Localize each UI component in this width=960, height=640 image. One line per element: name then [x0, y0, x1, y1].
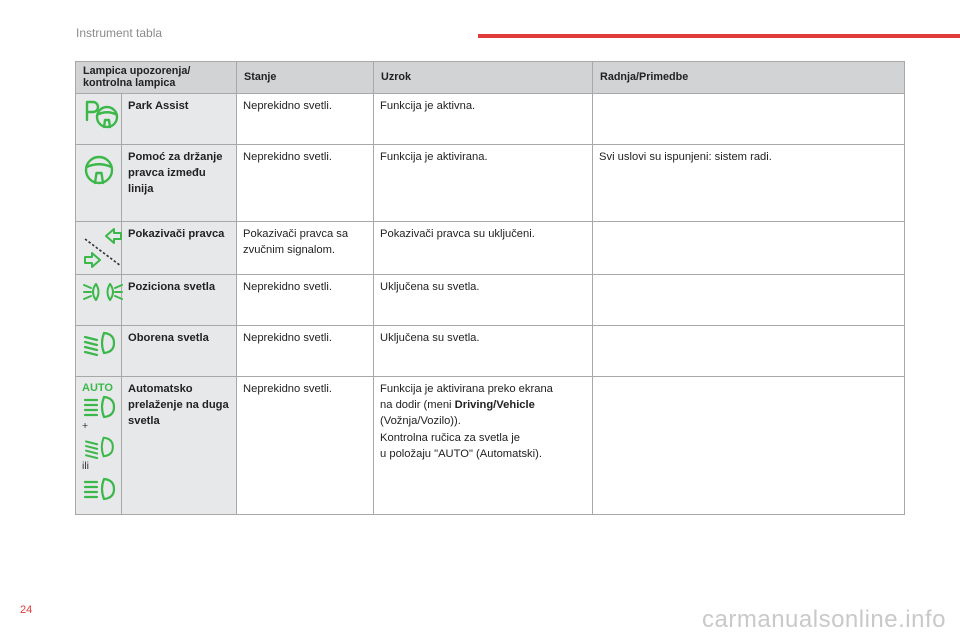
cause-line: u položaju "AUTO" (Automatski). — [380, 447, 542, 460]
table-header-row — [76, 62, 905, 94]
high-beam-icon — [82, 395, 116, 419]
column-header-cause: Uzrok — [374, 62, 593, 94]
lane-keeping-icon — [82, 153, 116, 187]
lamp-cause: Funkcija je aktivna. — [374, 93, 593, 144]
lamp-action — [593, 325, 905, 376]
lamp-icon-cell — [76, 376, 122, 514]
lamp-cause: Uključena su svetla. — [374, 274, 593, 325]
table-row — [76, 221, 905, 274]
lamp-name: Oborena svetla — [122, 325, 237, 376]
cause-line: na dodir (meni — [380, 399, 455, 412]
lamp-state: Neprekidno svetli. — [237, 325, 374, 376]
cause-line: Kontrolna ručica za svetla je — [380, 431, 520, 444]
section-title: Instrument tabla — [76, 26, 163, 40]
lamp-icon-cell — [76, 274, 122, 325]
lamp-action — [593, 376, 905, 514]
auto-lights-icon — [82, 382, 115, 501]
lamp-state: Neprekidno svetli. — [237, 274, 374, 325]
lamp-state: Neprekidno svetli. — [237, 376, 374, 514]
lamp-icon-cell — [76, 93, 122, 144]
column-header-action: Radnja/Primedbe — [593, 62, 905, 94]
lamp-action: Svi uslovi su ispunjeni: sistem radi. — [593, 144, 905, 221]
column-header-state: Stanje — [237, 62, 374, 94]
lamp-cause — [374, 376, 593, 514]
high-beam-icon — [82, 477, 116, 501]
table-row — [76, 144, 905, 221]
dipped-beam-icon — [82, 435, 116, 459]
lamp-icon-cell — [76, 144, 122, 221]
lamp-action — [593, 93, 905, 144]
lamp-action — [593, 274, 905, 325]
cause-line: Funkcija je aktivirana preko ekrana — [380, 382, 553, 395]
table-row — [76, 93, 905, 144]
lamp-state: Neprekidno svetli. — [237, 93, 374, 144]
auto-label: AUTO — [82, 381, 113, 394]
page-number: 24 — [20, 604, 33, 616]
lamp-icon-cell — [76, 325, 122, 376]
or-label: ili — [82, 459, 89, 472]
lamp-icon-cell — [76, 221, 122, 274]
table-row — [76, 274, 905, 325]
table-row — [76, 325, 905, 376]
section-accent-bar — [478, 34, 960, 38]
lamp-cause: Uključena su svetla. — [374, 325, 593, 376]
cause-line: (Vožnja/Vozilo)). — [380, 415, 461, 428]
side-lights-icon — [82, 279, 124, 305]
menu-name: Driving/Vehicle — [454, 399, 535, 412]
column-header-lamp: Lampica upozorenja/ kontrolna lampica — [76, 62, 237, 94]
lamp-name: Park Assist — [122, 93, 237, 144]
lamp-name: Pokazivači pravca — [122, 221, 237, 274]
lamp-cause: Funkcija je aktivirana. — [374, 144, 593, 221]
lamp-action — [593, 221, 905, 274]
watermark: carmanualsonline.info — [702, 606, 946, 633]
plus-label: + — [82, 419, 89, 432]
table-row — [76, 376, 905, 514]
turn-signals-icon — [82, 226, 124, 270]
lamp-state: Neprekidno svetli. — [237, 144, 374, 221]
lamp-name: Pomoć za držanje pravca između linija — [122, 144, 237, 221]
warning-lights-table — [75, 61, 905, 515]
lamp-state: Pokazivači pravca sa zvučnim signalom. — [237, 221, 374, 274]
lamp-name: Automatsko prelaženje na duga svetla — [122, 376, 237, 514]
lamp-cause: Pokazivači pravca su uključeni. — [374, 221, 593, 274]
lamp-name: Poziciona svetla — [122, 274, 237, 325]
dipped-beam-icon — [82, 330, 116, 356]
park-assist-icon — [82, 98, 120, 132]
